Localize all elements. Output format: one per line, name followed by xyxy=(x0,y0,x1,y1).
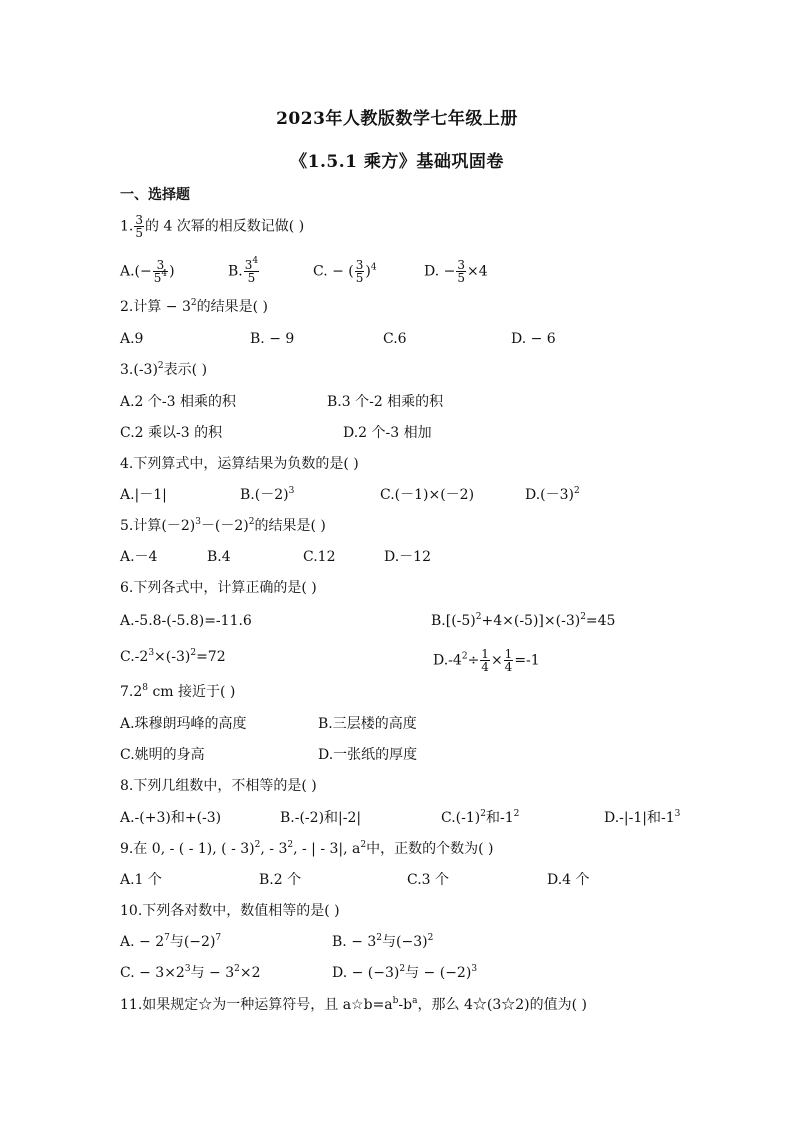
question-text: 9.在 0, - ( - 1), ( - 3) xyxy=(120,841,255,857)
q3-option-a: A.2 个-3 相乘的积 xyxy=(120,394,237,410)
option-text: 和-1 xyxy=(485,810,514,826)
option-text: ) xyxy=(169,263,175,280)
exponent: 2 xyxy=(427,933,434,943)
section-heading: 一、选择题 xyxy=(120,187,190,203)
option-text: 与 − 3 xyxy=(190,965,235,981)
question-text: 中，正数的个数为( ) xyxy=(366,841,494,857)
q6-option-b xyxy=(431,612,615,630)
question-text: 7.2 xyxy=(120,684,143,700)
q2-option-a: A.9 xyxy=(120,331,144,347)
exponent: 2 xyxy=(399,964,406,974)
exponent: 2 xyxy=(234,964,240,974)
question-7 xyxy=(120,683,235,701)
question-text: 的结果是( ) xyxy=(254,518,326,534)
exponent: 3 xyxy=(148,648,155,658)
q2-option-d: D. − 6 xyxy=(511,331,556,347)
question-10: 10.下列各对数中，数值相等的是( ) xyxy=(120,903,340,919)
exponent: 2 xyxy=(254,840,261,850)
exponent: 2 xyxy=(190,648,197,658)
question-text: －(－2) xyxy=(200,518,249,534)
q5-option-a: A.－4 xyxy=(120,549,158,565)
fraction xyxy=(504,648,514,673)
numerator: 3 xyxy=(153,259,168,272)
option-text: 与(−2) xyxy=(169,934,216,950)
option-text: × xyxy=(490,652,503,669)
q5-option-d: D.－12 xyxy=(384,549,431,565)
q4-option-a: A.|－1| xyxy=(120,487,167,503)
question-text: 的结果是( ) xyxy=(196,299,269,315)
denominator: 5 xyxy=(247,271,256,285)
denominator: 5 xyxy=(355,271,364,285)
numerator-base: 3 xyxy=(244,258,253,272)
page-subtitle: 《1.5.1 乘方》基础巩固卷 xyxy=(290,152,504,172)
q4-option-c: C.(－1)×(－2) xyxy=(380,487,475,503)
option-text: D.-4 xyxy=(433,652,462,669)
q3-option-c: C.2 乘以-3 的积 xyxy=(120,425,223,441)
option-text: ×4 xyxy=(467,263,488,280)
question-text: , - 3 xyxy=(260,841,288,857)
denominator: 5 xyxy=(457,271,465,285)
q5-option-c: C.12 xyxy=(303,549,336,565)
exponent: 2 xyxy=(480,809,486,819)
fraction xyxy=(244,256,259,285)
option-text: D.(－3) xyxy=(525,487,575,503)
question-text: 的 4 次幂的相反数记做( ) xyxy=(145,218,305,235)
q9-option-a: A.1 个 xyxy=(120,872,162,888)
option-text: ) xyxy=(365,263,371,280)
q6-option-d xyxy=(433,648,540,673)
option-text: A. − 2 xyxy=(120,934,165,950)
q8-option-a: A.-(+3)和+(-3) xyxy=(120,810,222,826)
exponent: 2 xyxy=(513,809,520,819)
numerator: 3 xyxy=(135,213,143,227)
option-text: D. − (−3) xyxy=(332,965,400,981)
option-text: D.-|-1|和-1 xyxy=(604,810,675,826)
exponent: 3 xyxy=(195,517,201,527)
q1-option-c xyxy=(313,259,377,284)
exponent: 2 xyxy=(157,361,164,371)
exponent: 3 xyxy=(471,964,478,974)
question-text: 3.(-3) xyxy=(120,362,158,378)
question-text: -b xyxy=(398,997,413,1013)
denominator: 4 xyxy=(481,660,489,674)
q2-option-b: B. − 9 xyxy=(250,331,295,347)
exponent: 7 xyxy=(215,933,222,943)
fraction xyxy=(480,648,490,673)
exponent: b xyxy=(392,996,399,1006)
exponent: 4 xyxy=(252,256,259,266)
q10-option-a xyxy=(120,933,221,951)
option-text: B.(－2) xyxy=(240,487,289,503)
numerator: 3 xyxy=(355,258,364,272)
q1-option-a xyxy=(120,259,175,284)
option-text: B. − 3 xyxy=(332,934,377,950)
option-text: B. xyxy=(228,263,243,280)
option-text: =72 xyxy=(196,649,226,665)
q7-option-d: D.一张纸的厚度 xyxy=(318,747,418,763)
q9-option-b: B.2 个 xyxy=(259,872,302,888)
option-text: C.-2 xyxy=(120,649,149,665)
numerator: 3 xyxy=(457,258,465,272)
q10-option-c xyxy=(120,964,261,982)
exponent: 8 xyxy=(142,683,148,693)
q7-option-a: A.珠穆朗玛峰的高度 xyxy=(120,716,247,732)
exponent: 2 xyxy=(580,612,586,622)
option-text: D. − xyxy=(424,263,456,280)
q4-option-d xyxy=(525,486,580,504)
q10-option-b xyxy=(332,933,433,951)
question-6: 6.下列各式中，计算正确的是( ) xyxy=(120,580,317,596)
q6-option-a: A.-5.8-(-5.8)=-11.6 xyxy=(120,613,252,629)
q9-option-d: D.4 个 xyxy=(547,872,590,888)
exponent: 2 xyxy=(248,517,255,527)
fraction xyxy=(153,259,168,284)
fraction xyxy=(134,214,144,239)
q10-option-d xyxy=(332,964,477,982)
q5-option-b: B.4 xyxy=(207,549,231,565)
numerator: 1 xyxy=(504,647,513,661)
exponent: 2 xyxy=(190,298,197,308)
question-5 xyxy=(120,517,326,535)
question-text: , - | - 3|, a xyxy=(293,841,361,857)
q6-option-c xyxy=(120,648,226,666)
q7-option-c: C.姚明的身高 xyxy=(120,747,205,763)
denominator: 5 xyxy=(135,226,143,240)
exponent: 4 xyxy=(161,269,168,279)
question-8: 8.下列几组数中，不相等的是( ) xyxy=(120,778,317,794)
q3-option-b: B.3 个-2 相乘的积 xyxy=(327,394,444,410)
fraction xyxy=(355,259,365,284)
exponent: 2 xyxy=(574,486,580,496)
question-text: 11.如果规定☆为一种运算符号，且 a☆b=a xyxy=(120,997,393,1013)
option-text: C.(-1) xyxy=(441,810,481,826)
question-text: cm 接近于( ) xyxy=(148,684,236,700)
q8-option-c xyxy=(441,809,519,827)
page-title: 2023年人教版数学七年级上册 xyxy=(276,109,518,129)
option-text: 与(−3) xyxy=(382,934,428,950)
option-text: ÷ xyxy=(467,652,480,669)
exponent: 2 xyxy=(461,651,468,662)
question-text: 表示( ) xyxy=(163,362,208,378)
option-text: =-1 xyxy=(514,652,540,669)
option-text: ×(-3) xyxy=(154,649,191,665)
exponent: 2 xyxy=(376,933,383,943)
question-1 xyxy=(120,214,304,239)
question-4: 4.下列算式中，运算结果为负数的是( ) xyxy=(120,456,359,472)
exponent: 3 xyxy=(184,964,191,974)
denominator xyxy=(153,269,168,285)
exponent: 3 xyxy=(288,486,295,496)
question-number: 1. xyxy=(120,218,134,235)
fraction xyxy=(456,259,466,284)
question-9 xyxy=(120,840,494,858)
option-text: C. − 3×2 xyxy=(120,965,185,981)
q8-option-b: B.-(-2)和|-2| xyxy=(280,810,362,826)
option-text: =45 xyxy=(585,613,616,629)
option-text: C. − ( xyxy=(313,263,354,280)
option-text: 与 − (−2) xyxy=(405,965,472,981)
q7-option-b: B.三层楼的高度 xyxy=(318,716,417,732)
q2-option-c: C.6 xyxy=(383,331,407,347)
exponent: 3 xyxy=(674,809,681,819)
exponent: 7 xyxy=(164,933,170,943)
question-11 xyxy=(120,996,587,1014)
q4-option-b xyxy=(240,486,294,504)
q1-option-d xyxy=(424,259,488,284)
denominator: 4 xyxy=(504,660,513,674)
exponent: 2 xyxy=(475,612,482,622)
q1-option-b xyxy=(228,256,260,285)
question-3 xyxy=(120,361,207,379)
option-text: A.(− xyxy=(120,263,152,280)
option-text: B.[(-5) xyxy=(431,613,476,629)
exponent: 4 xyxy=(370,262,377,273)
q3-option-d: D.2 个-3 相加 xyxy=(343,425,432,441)
question-text: ，那么 4☆(3☆2)的值为( ) xyxy=(417,997,587,1013)
denominator-base: 5 xyxy=(153,271,162,285)
exponent: a xyxy=(412,996,418,1006)
numerator: 1 xyxy=(481,647,489,661)
option-text: ×2 xyxy=(239,965,261,981)
q8-option-d xyxy=(604,809,680,827)
option-text: +4×(-5)]×(-3) xyxy=(481,613,581,629)
question-text: 5.计算(－2) xyxy=(120,518,196,534)
q9-option-c: C.3 个 xyxy=(407,872,450,888)
question-2 xyxy=(120,298,268,316)
exponent: 2 xyxy=(287,840,294,850)
question-text: 2.计算 − 3 xyxy=(120,299,191,315)
exponent: 2 xyxy=(360,840,367,850)
